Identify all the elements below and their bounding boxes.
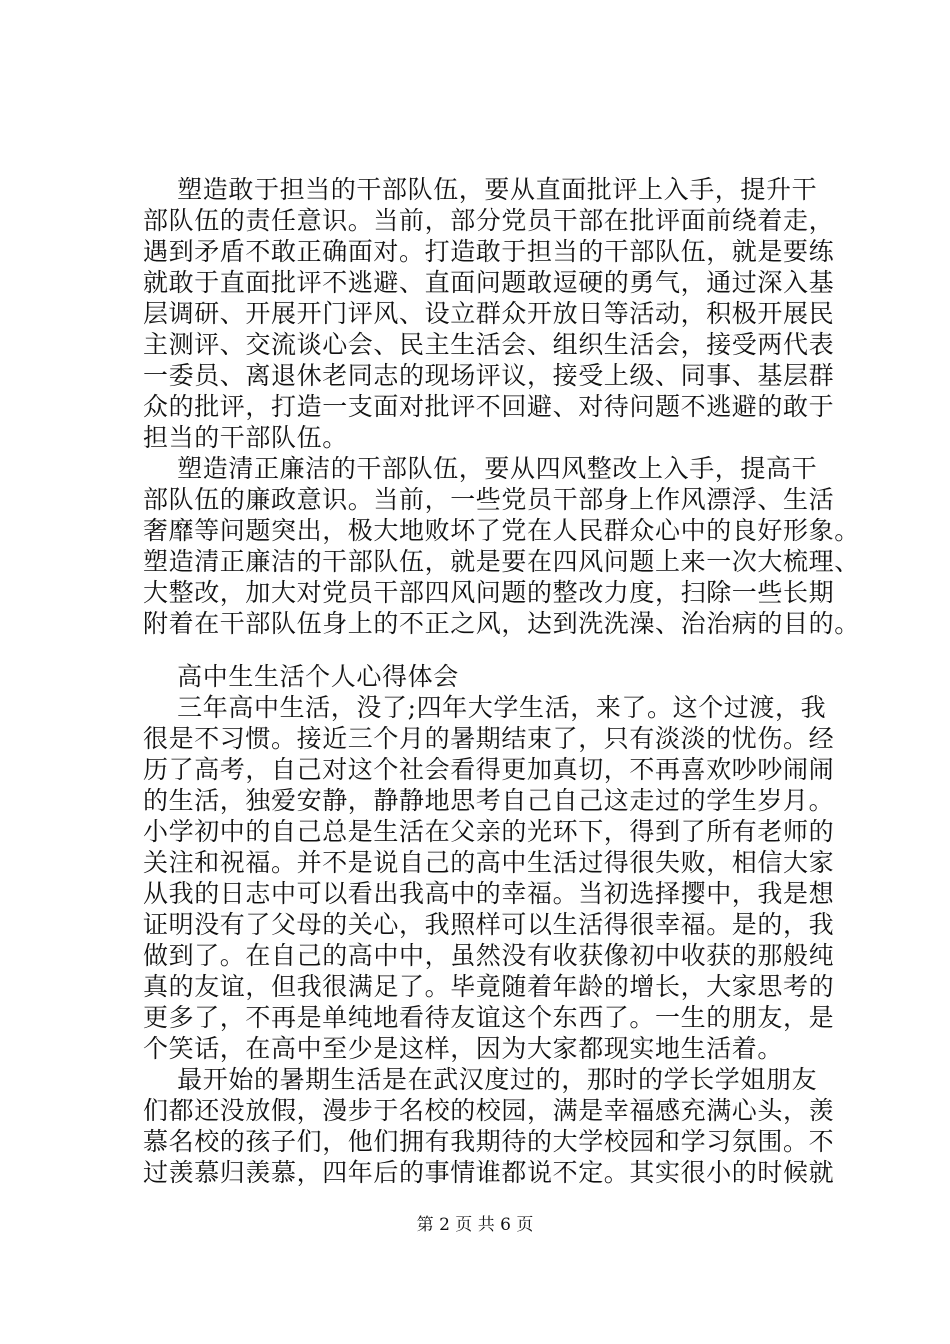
body-line: 真的友谊，但我很满足了。毕竟随着年龄的增长，大家思考的 xyxy=(143,972,835,1001)
body-line: 历了高考，自己对这个社会看得更加真切，不再喜欢吵吵闹闹 xyxy=(143,755,835,784)
body-line: 遇到矛盾不敢正确面对。打造敢于担当的干部队伍，就是要练 xyxy=(143,237,835,266)
body-line: 主测评、交流谈心会、民主生活会、组织生活会，接受两代表 xyxy=(143,330,835,359)
body-line: 三年高中生活，没了;四年大学生活，来了。这个过渡，我 xyxy=(143,693,827,722)
body-line: 大整改，加大对党员干部四风问题的整改力度，扫除一些长期 xyxy=(143,578,835,607)
section-2-body xyxy=(143,661,833,1188)
section-1-body xyxy=(143,174,860,639)
body-line: 塑造清正廉洁的干部队伍，要从四风整改上入手，提高干 xyxy=(143,454,818,483)
body-line: 证明没有了父母的关心，我照样可以生活得很幸福。是的，我 xyxy=(143,910,835,939)
body-line: 部队伍的责任意识。当前，部分党员干部在批评面前绕着走， xyxy=(143,206,835,235)
body-line: 个笑话，在高中至少是这样，因为大家都现实地生活着。 xyxy=(143,1034,784,1063)
body-line: 的生活，独爱安静，静静地思考自己自己这走过的学生岁月。 xyxy=(143,786,835,815)
body-line: 附着在干部队伍身上的不正之风，达到洗洗澡、治治病的目的。 xyxy=(143,609,860,638)
body-line: 关注和祝福。并不是说自己的高中生活过得很失败，相信大家 xyxy=(143,848,835,877)
section-title: 高中生生活个人心得体会 xyxy=(143,662,459,691)
body-line: 过羡慕归羡慕，四年后的事情谁都说不定。其实很小的时候就 xyxy=(143,1158,835,1187)
page-number-footer: 第 2 页 共 6 页 xyxy=(416,1215,534,1235)
body-line: 众的批评，打造一支面对批评不回避、对待问题不逃避的敢于 xyxy=(143,392,835,421)
body-line: 慕名校的孩子们，他们拥有我期待的大学校园和学习氛围。不 xyxy=(143,1127,835,1156)
body-line: 们都还没放假，漫步于名校的校园，满是幸福感充满心头，羡 xyxy=(143,1096,835,1125)
body-line: 小学初中的自己总是生活在父亲的光环下，得到了所有老师的 xyxy=(143,817,835,846)
body-line: 层调研、开展开门评风、设立群众开放日等活动，积极开展民 xyxy=(143,299,835,328)
body-line: 一委员、离退休老同志的现场评议，接受上级、同事、基层群 xyxy=(143,361,835,390)
body-line: 部队伍的廉政意识。当前，一些党员干部身上作风漂浮、生活 xyxy=(143,485,835,514)
body-line: 塑造清正廉洁的干部队伍，就是要在四风问题上来一次大梳理、 xyxy=(143,547,860,576)
body-line: 更多了，不再是单纯地看待友谊这个东西了。一生的朋友，是 xyxy=(143,1003,835,1032)
body-line: 很是不习惯。接近三个月的暑期结束了，只有淡淡的忧伤。经 xyxy=(143,724,835,753)
body-line: 做到了。在自己的高中中，虽然没有收获像初中收获的那般纯 xyxy=(143,941,835,970)
body-line: 奢靡等问题突出，极大地败坏了党在人民群众心中的良好形象。 xyxy=(143,516,860,545)
body-line: 担当的干部队伍。 xyxy=(143,423,348,452)
body-line: 最开始的暑期生活是在武汉度过的，那时的学长学姐朋友 xyxy=(143,1065,818,1094)
body-line: 就敢于直面批评不逃避、直面问题敢逗硬的勇气，通过深入基 xyxy=(143,268,835,297)
body-line: 塑造敢于担当的干部队伍，要从直面批评上入手，提升干 xyxy=(143,175,818,204)
body-line: 从我的日志中可以看出我高中的幸福。当初选择撄中，我是想 xyxy=(143,879,835,908)
